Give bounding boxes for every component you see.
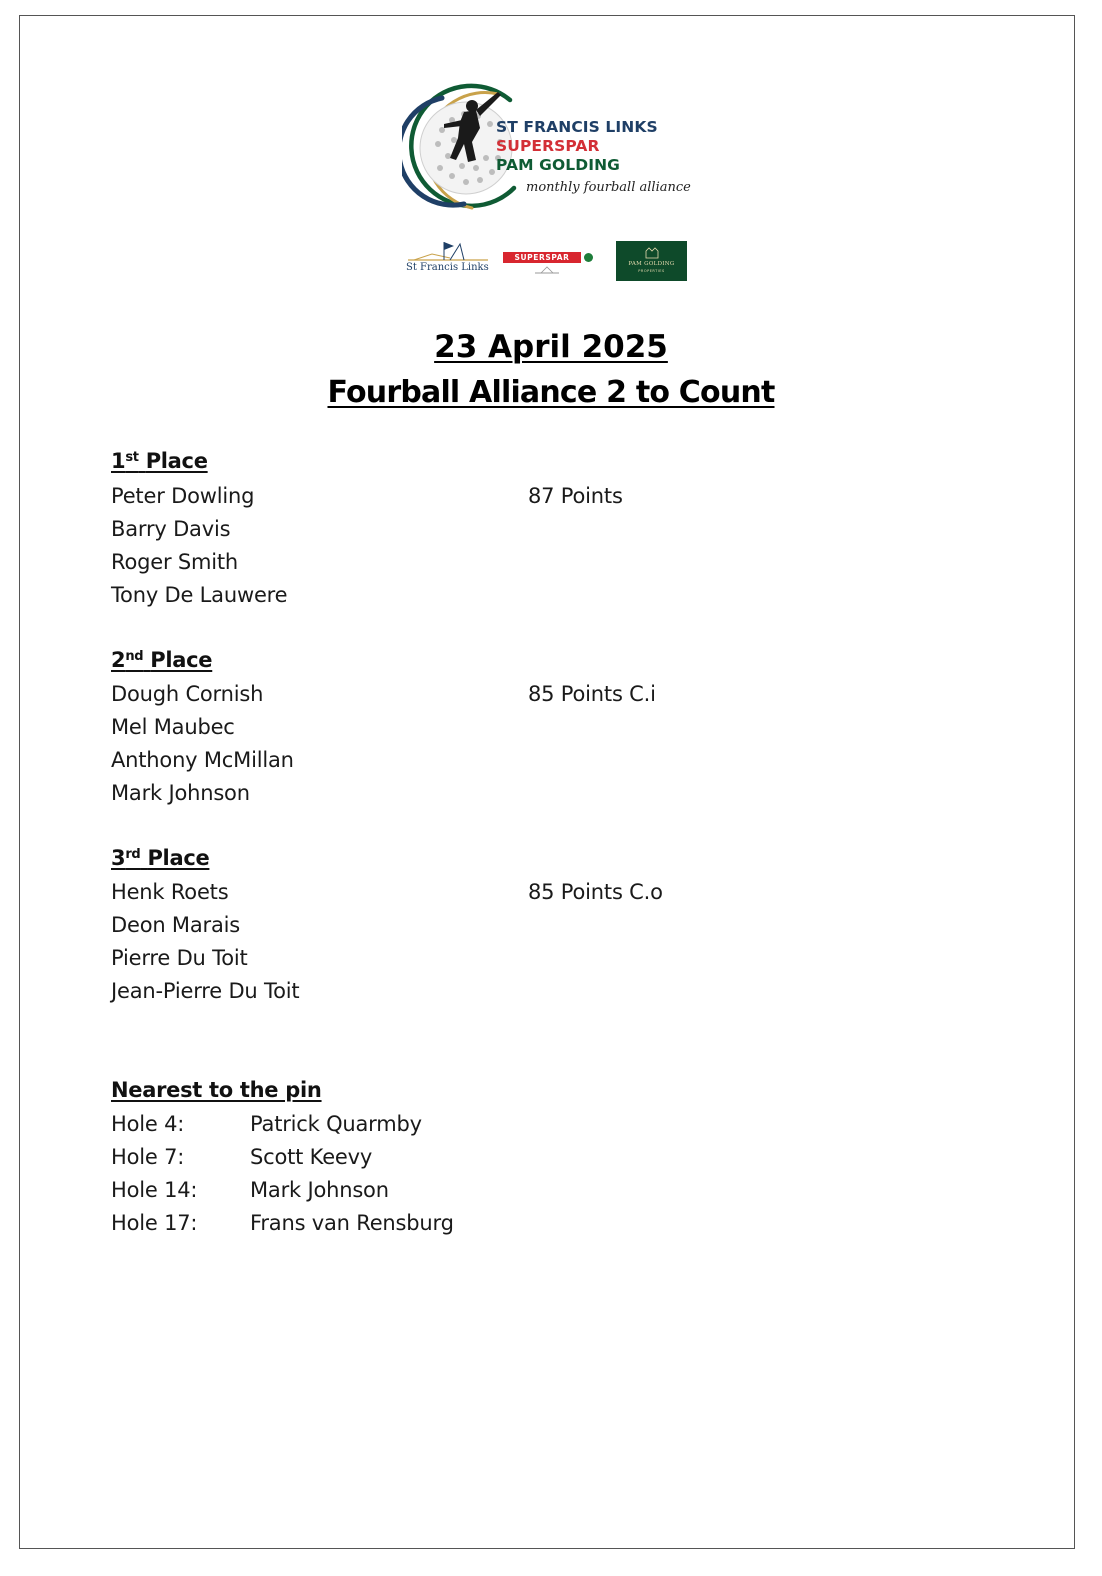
pin-hole-label: Hole 7: (111, 1145, 185, 1169)
second-place-player: Mark Johnson (111, 781, 250, 805)
sponsor-superspar-text: SUPERSPAR (503, 252, 581, 263)
logo-text-pam-golding: PAM GOLDING (496, 156, 620, 174)
place-number: 2 (111, 648, 126, 672)
place-word: Place (145, 449, 208, 473)
logo-text-superspar: SUPERSPAR (496, 137, 600, 155)
pin-hole-label: Hole 14: (111, 1178, 198, 1202)
pam-golding-crest-icon (644, 247, 660, 259)
third-place-player: Henk Roets (111, 880, 229, 904)
event-date-heading (0, 329, 1102, 365)
st-francis-links-flag-icon (404, 238, 492, 264)
place-word: Place (147, 846, 210, 870)
sponsor-st-francis-links-text: St Francis Links (406, 262, 489, 273)
third-place-player: Deon Marais (111, 913, 240, 937)
second-place-heading (111, 648, 212, 672)
pin-winner-name: Mark Johnson (250, 1178, 389, 1202)
sponsor-pam-golding-subtext: PROPERTIES (638, 269, 665, 273)
second-place-points: 85 Points C.i (528, 682, 656, 706)
sponsor-pam-golding-logo (616, 241, 687, 281)
sponsor-pam-golding-text: PAM GOLDING (628, 261, 675, 267)
event-date-text: 23 April 2025 (434, 329, 668, 365)
third-place-points: 85 Points C.o (528, 880, 663, 904)
first-place-player: Tony De Lauwere (111, 583, 288, 607)
first-place-heading (111, 449, 208, 473)
logo-tagline: monthly fourball alliance (526, 180, 691, 195)
first-place-player: Roger Smith (111, 550, 239, 574)
pin-hole-label: Hole 17: (111, 1211, 198, 1235)
place-word: Place (150, 648, 213, 672)
pin-hole-label: Hole 4: (111, 1112, 185, 1136)
third-place-player: Pierre Du Toit (111, 946, 248, 970)
event-name-heading (0, 375, 1102, 410)
third-place-heading (111, 846, 209, 870)
logo-text-st-francis-links: ST FRANCIS LINKS (496, 118, 658, 136)
second-place-player: Dough Cornish (111, 682, 264, 706)
event-logo (402, 80, 702, 215)
pin-winner-name: Patrick Quarmby (250, 1112, 422, 1136)
event-name-text: Fourball Alliance 2 to Count (327, 375, 775, 410)
spar-tree-icon (584, 253, 593, 262)
place-number: 1 (111, 449, 126, 473)
first-place-player: Barry Davis (111, 517, 231, 541)
place-ordinal-suffix: st (125, 450, 139, 465)
third-place-player: Jean-Pierre Du Toit (111, 979, 300, 1003)
first-place-points: 87 Points (528, 484, 623, 508)
sponsor-st-francis-links-logo (404, 238, 492, 278)
superspar-store-mark-icon (533, 265, 561, 275)
pin-winner-name: Scott Keevy (250, 1145, 373, 1169)
second-place-player: Mel Maubec (111, 715, 235, 739)
place-number: 3 (111, 846, 126, 870)
nearest-to-pin-heading: Nearest to the pin (111, 1078, 322, 1102)
first-place-player: Peter Dowling (111, 484, 255, 508)
place-ordinal-suffix: rd (125, 847, 141, 862)
second-place-player: Anthony McMillan (111, 748, 294, 772)
sponsor-superspar-logo (503, 252, 593, 278)
pin-winner-name: Frans van Rensburg (250, 1211, 454, 1235)
place-ordinal-suffix: nd (125, 649, 144, 664)
